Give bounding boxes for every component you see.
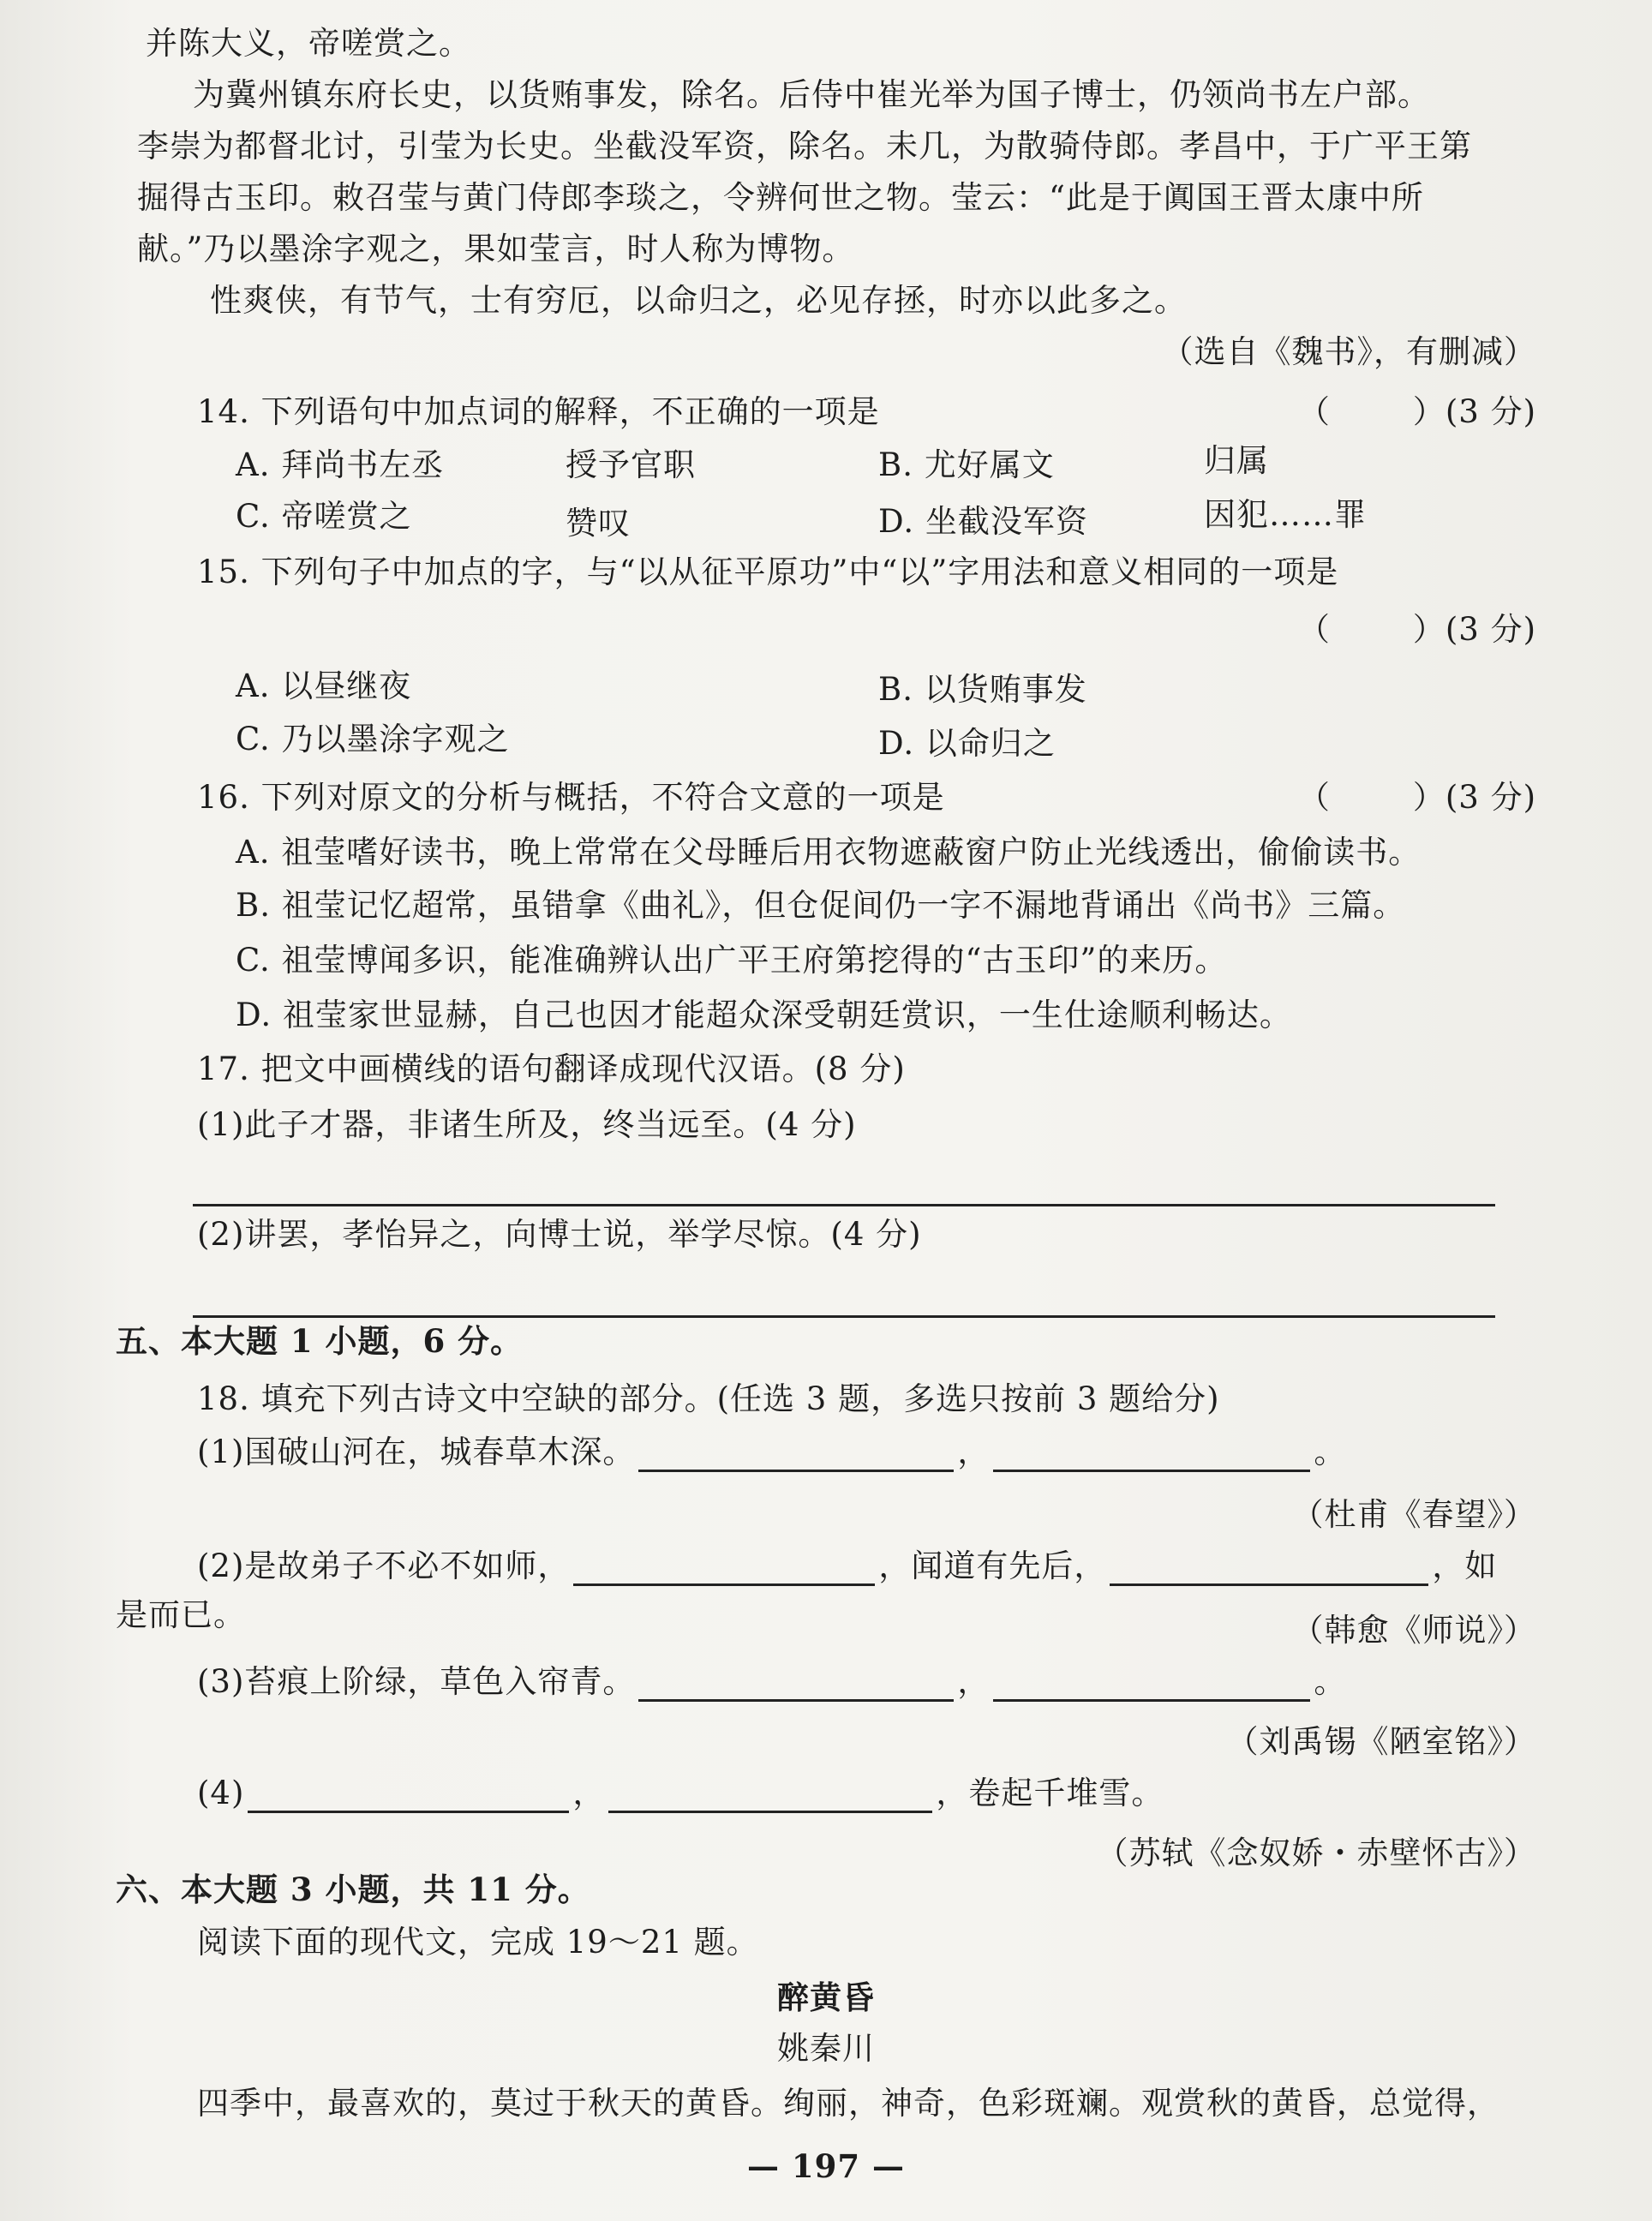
q16-option-a: A. 祖莹嗜好读书，晚上常常在父母睡后用衣物遮蔽窗户防止光线透出，偷偷读书。 — [236, 834, 1422, 871]
q14-stem: 14. 下列语句中加点词的解释，不正确的一项是 — [197, 393, 880, 430]
article-text: 四季中，最喜欢的，莫过于秋天的黄昏。绚丽，神奇，色彩斑斓。观赏秋的黄昏，总觉得， — [197, 2085, 1499, 2122]
passage-line: 李崇为都督北讨，引莹为长史。坐截没军资，除名。未几，为散骑侍郎。孝昌中，于广平王第 — [137, 128, 1472, 165]
fill-blank[interactable] — [1110, 1553, 1428, 1586]
score: ）(3 分) — [1412, 611, 1536, 648]
passage-source: （选自《魏书》，有删减） — [1161, 333, 1536, 370]
fill-blank[interactable] — [638, 1439, 954, 1472]
q18-source-2: （韩愈《师说》） — [1291, 1612, 1536, 1649]
q16-option-d: D. 祖莹家世显赫，自己也因才能超众深受朝廷赏识，一生仕途顺利畅达。 — [236, 997, 1292, 1033]
article-author: 姚秦川 — [777, 2030, 875, 2067]
q14-gloss-d: 因犯……罪 — [1204, 496, 1367, 533]
score: ）(3 分) — [1412, 393, 1536, 430]
answer-line[interactable] — [193, 1204, 1495, 1206]
q14-option-c: C. 帝嗟赏之 — [236, 498, 412, 535]
q15-answer-slot[interactable] — [1298, 610, 1536, 650]
paren-open: （ — [1297, 779, 1331, 816]
q17-sentence-2: (2)讲罢，孝怡异之，向博士说，举学尽惊。(4 分) — [197, 1216, 922, 1253]
section-6-intro: 阅读下面的现代文，完成 19～21 题。 — [197, 1924, 759, 1961]
q18-source-4: （苏轼《念奴娇・赤壁怀古》） — [1096, 1835, 1536, 1871]
q15-option-c: C. 乃以墨涂字观之 — [236, 721, 510, 757]
q16-stem: 16. 下列对原文的分析与概括，不符合文意的一项是 — [197, 779, 945, 816]
passage-line: 并陈大义，帝嗟赏之。 — [146, 25, 471, 62]
passage-line: 性爽侠，有节气，士有穷厄，以命归之，必见存拯，时亦以此多之。 — [210, 282, 1187, 319]
q16-option-c: C. 祖莹博闻多识，能准确辨认出广平王府第挖得的“古玉印”的来历。 — [236, 942, 1228, 979]
q18-stem: 18. 填充下列古诗文中空缺的部分。(任选 3 题，多选只按前 3 题给分) — [197, 1380, 1220, 1417]
q14-gloss-b: 归属 — [1204, 442, 1269, 479]
article-title: 醉黄昏 — [777, 1979, 875, 2016]
passage-line: 为冀州镇东府长史，以货贿事发，除名。后侍中崔光举为国子博士，仍领尚书左户部。 — [193, 76, 1430, 113]
q18-source-3: （刘禹锡《陋室铭》） — [1226, 1723, 1536, 1760]
fill-blank[interactable] — [248, 1780, 569, 1813]
fill-blank[interactable] — [993, 1668, 1310, 1702]
q16-option-b: B. 祖莹记忆超常，虽错拿《曲礼》，但仓促间仍一字不漏地背诵出《尚书》三篇。 — [236, 887, 1406, 924]
section-6-heading: 六、本大题 3 小题，共 11 分。 — [116, 1871, 590, 1908]
fill-blank[interactable] — [993, 1439, 1310, 1472]
q15-stem: 15. 下列句子中加点的字，与“以从征平原功”中“以”字用法和意义相同的一项是 — [197, 554, 1339, 590]
q18-item-3: (3)苔痕上阶绿，草色入帘青。 ， 。 — [197, 1663, 1347, 1700]
q14-option-a: A. 拜尚书左丞 — [236, 446, 445, 483]
q18-item-2: (2)是故弟子不必不如师， ，闻道有先后， ，如 — [197, 1548, 1498, 1584]
q14-answer-slot[interactable] — [1298, 392, 1536, 432]
q17-stem: 17. 把文中画横线的语句翻译成现代汉语。(8 分) — [197, 1051, 906, 1087]
score: ）(3 分) — [1412, 779, 1536, 816]
q14-option-d: D. 坐截没军资 — [878, 503, 1088, 540]
q14-gloss-a: 授予官职 — [566, 446, 696, 483]
paren-open: （ — [1297, 393, 1331, 430]
answer-line[interactable] — [193, 1315, 1495, 1318]
q15-option-a: A. 以昼继夜 — [236, 667, 412, 704]
q18-item-4: (4) ， ，卷起千堆雪。 — [197, 1775, 1164, 1811]
fill-blank[interactable] — [608, 1780, 932, 1813]
passage-line: 掘得古玉印。敕召莹与黄门侍郎李琰之，令辨何世之物。莹云：“此是于阗国王晋太康中所 — [137, 179, 1424, 216]
paren-open: （ — [1297, 611, 1331, 648]
q18-item-2-cont: 是而已。 — [116, 1596, 246, 1633]
q14-gloss-c: 赞叹 — [566, 505, 631, 542]
section-5-heading: 五、本大题 1 小题，6 分。 — [116, 1322, 524, 1360]
q14-option-b: B. 尤好属文 — [878, 446, 1055, 483]
q18-source-1: （杜甫《春望》） — [1291, 1496, 1536, 1533]
q15-option-d: D. 以命归之 — [878, 725, 1056, 762]
fill-blank[interactable] — [573, 1553, 875, 1586]
q16-answer-slot[interactable] — [1298, 778, 1536, 817]
q18-item-1: (1)国破山河在，城春草木深。 ， 。 — [197, 1434, 1347, 1470]
page-number: — 197 — — [747, 2147, 905, 2185]
q15-option-b: B. 以货贿事发 — [878, 671, 1087, 708]
q17-sentence-1: (1)此子才器，非诸生所及，终当远至。(4 分) — [197, 1106, 857, 1143]
fill-blank[interactable] — [638, 1668, 954, 1702]
passage-line: 献。”乃以墨涂字观之，果如莹言，时人称为博物。 — [137, 230, 855, 267]
q18-item-1-text: (1)国破山河在，城春草木深。 — [197, 1434, 636, 1470]
